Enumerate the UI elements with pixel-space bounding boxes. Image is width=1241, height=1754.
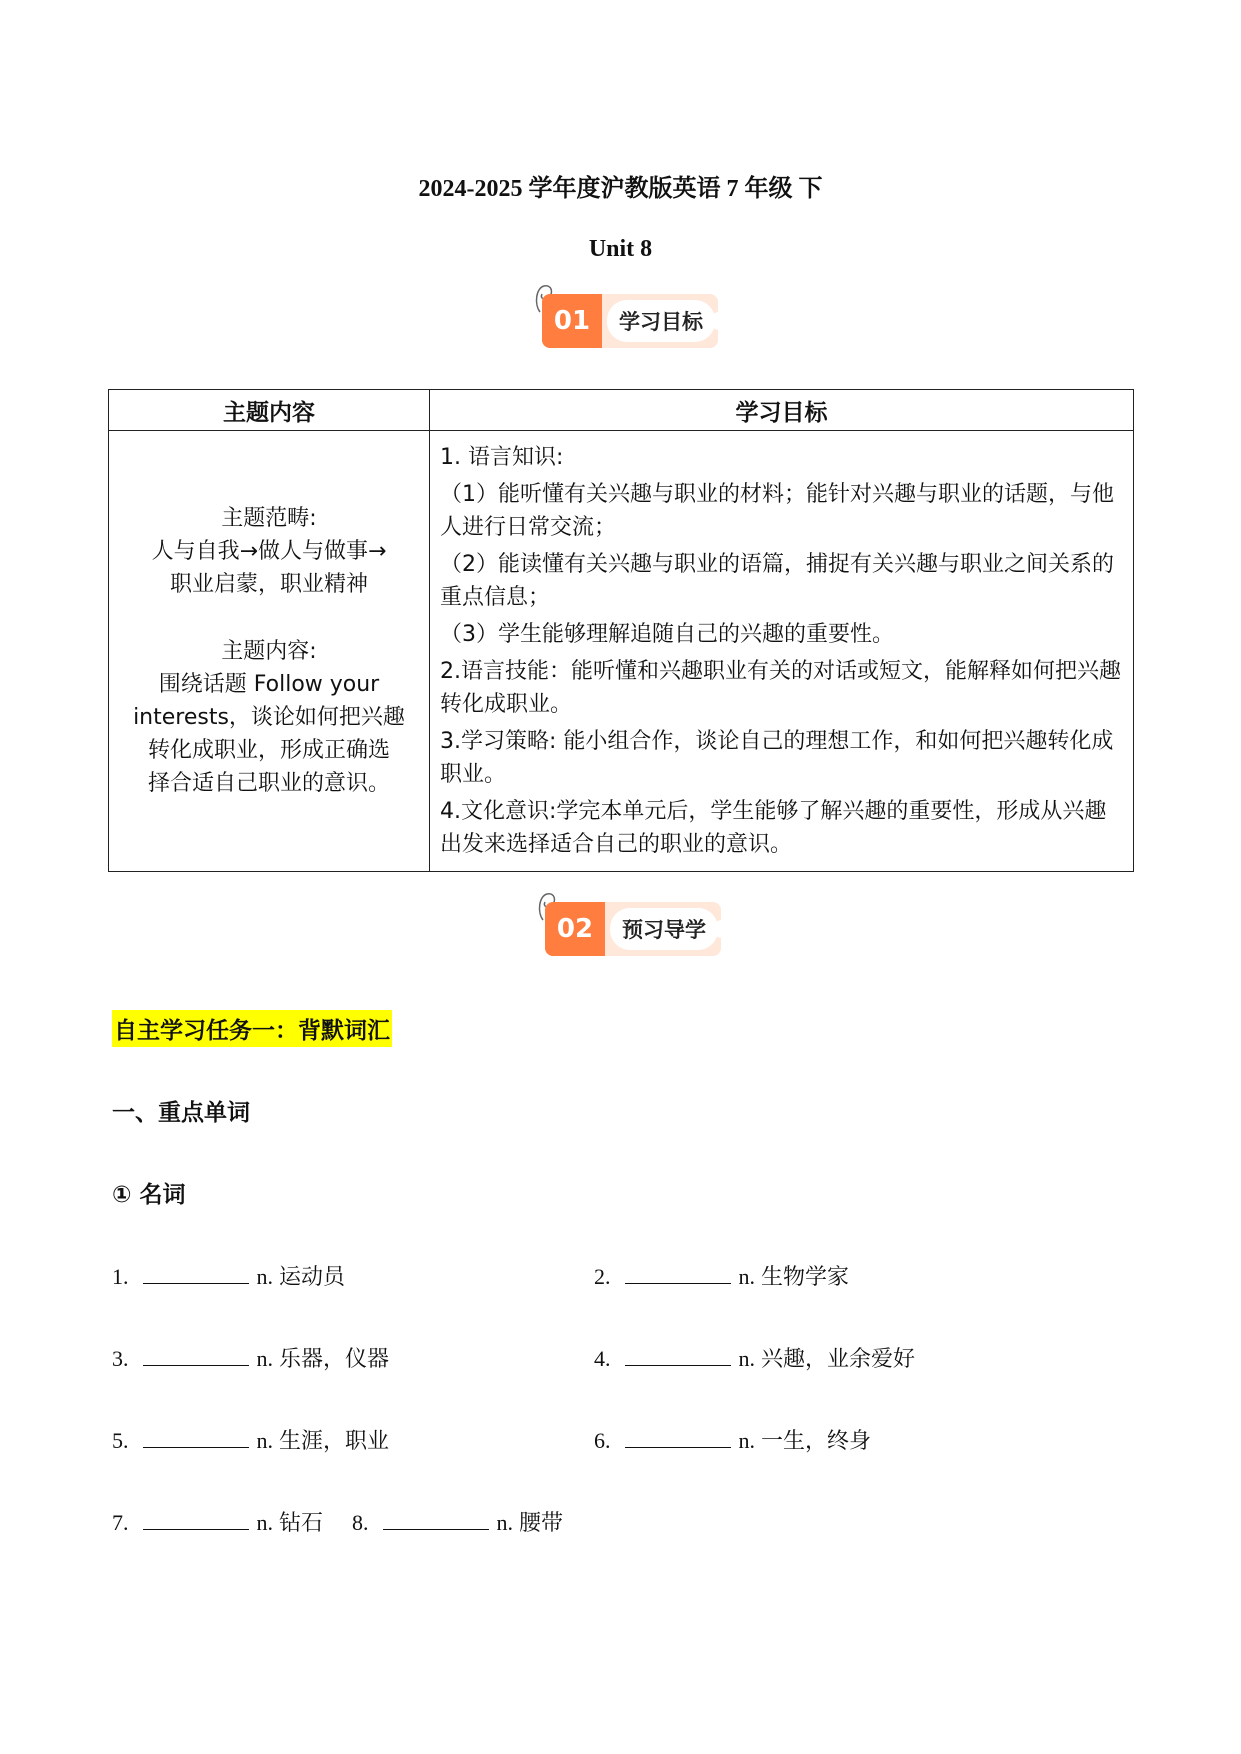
badge-label: 学习目标 <box>607 300 715 342</box>
goal-item: （2）能读懂有关兴趣与职业的语篇，捕捉有关兴趣与职业之间关系的重点信息； <box>440 552 1114 610</box>
part-of-speech: n. <box>256 1428 273 1453</box>
vocab-item <box>594 1260 849 1291</box>
item-number: 4. <box>594 1346 611 1371</box>
part-of-speech: n. <box>256 1346 273 1371</box>
answer-blank[interactable] <box>625 1427 731 1448</box>
chinese-meaning: 运动员 <box>279 1265 346 1290</box>
part-of-speech: n. <box>738 1428 755 1453</box>
badge-number: 02 <box>545 902 605 956</box>
chinese-meaning: 钻石 <box>279 1511 324 1536</box>
document-title: 2024-2025 学年度沪教版英语 7 年级 下 <box>418 176 823 202</box>
vocab-item <box>112 1506 323 1537</box>
item-number: 8. <box>352 1510 369 1535</box>
goal-item: （1）能听懂有关兴趣与职业的材料；能针对兴趣与职业的话题，与他人进行日常交流； <box>440 482 1114 540</box>
part-of-speech: n. <box>256 1510 273 1535</box>
header-topic-content: 主题内容 <box>109 390 430 431</box>
item-number: 2. <box>594 1264 611 1289</box>
badge-label: 预习导学 <box>610 908 718 950</box>
goal-item: 3.学习策略: 能小组合作，谈论自己的理想工作，和如何把兴趣转化成职业。 <box>440 729 1114 787</box>
section-heading: 一、重点单词 <box>112 1100 250 1126</box>
answer-blank[interactable] <box>143 1509 249 1530</box>
content-line: interests，谈论如何把兴趣 <box>133 705 405 730</box>
table-row <box>109 431 1134 872</box>
part-of-speech: n. <box>738 1346 755 1371</box>
table-header-row <box>109 390 1134 431</box>
answer-blank[interactable] <box>143 1345 249 1366</box>
part-of-speech: n. <box>738 1264 755 1289</box>
goal-item: 1. 语言知识: <box>440 445 564 470</box>
vocab-item <box>594 1342 915 1373</box>
item-number: 7. <box>112 1510 129 1535</box>
section-badge-preview <box>535 890 725 962</box>
task-title: 自主学习任务一：背默词汇 <box>112 1010 392 1047</box>
section-badge-goals <box>532 282 722 354</box>
goal-item: （3）学生能够理解追随自己的兴趣的重要性。 <box>440 622 894 647</box>
vocab-item <box>112 1260 345 1291</box>
topic-cell <box>109 431 430 872</box>
chinese-meaning: 生物学家 <box>761 1265 850 1290</box>
answer-blank[interactable] <box>625 1263 731 1284</box>
badge-notch <box>710 312 722 330</box>
learning-goals-table <box>108 389 1134 872</box>
scope-title: 主题范畴: <box>221 506 317 531</box>
unit-title: Unit 8 <box>588 236 653 262</box>
item-number: 1. <box>112 1264 129 1289</box>
item-number: 6. <box>594 1428 611 1453</box>
chinese-meaning: 兴趣，业余爱好 <box>761 1347 916 1372</box>
vocab-item <box>112 1424 389 1455</box>
answer-blank[interactable] <box>383 1509 489 1530</box>
answer-blank[interactable] <box>143 1427 249 1448</box>
goals-cell <box>430 431 1134 872</box>
goal-item: 4.文化意识:学完本单元后，学生能够了解兴趣的重要性，形成从兴趣出发来选择适合自己的职业的意识。 <box>440 799 1107 857</box>
vocab-item <box>352 1506 563 1537</box>
badge-number: 01 <box>542 294 602 348</box>
chinese-meaning: 一生，终身 <box>761 1429 872 1454</box>
item-number: 3. <box>112 1346 129 1371</box>
content-line: 择合适自己职业的意识。 <box>147 771 390 796</box>
chinese-meaning: 生涯，职业 <box>279 1429 390 1454</box>
scope-line: 职业启蒙，职业精神 <box>169 572 368 597</box>
header-learning-goals: 学习目标 <box>430 390 1134 431</box>
content-line: 转化成职业，形成正确选 <box>147 738 390 763</box>
content-title: 主题内容: <box>221 639 317 664</box>
item-number: 5. <box>112 1428 129 1453</box>
content-line: 围绕话题 Follow your <box>158 672 380 697</box>
vocab-item <box>594 1424 871 1455</box>
vocab-item <box>112 1342 389 1373</box>
scope-line: 人与自我→做人与做事→ <box>151 539 387 564</box>
answer-blank[interactable] <box>143 1263 249 1284</box>
part-of-speech: n. <box>496 1510 513 1535</box>
chinese-meaning: 乐器，仪器 <box>279 1347 390 1372</box>
badge-notch <box>713 920 725 938</box>
goal-item: 2.语言技能：能听懂和兴趣职业有关的对话或短文，能解释如何把兴趣转化成职业。 <box>440 659 1121 717</box>
part-of-speech: n. <box>256 1264 273 1289</box>
answer-blank[interactable] <box>625 1345 731 1366</box>
chinese-meaning: 腰带 <box>519 1511 564 1536</box>
subsection-heading: ① 名词 <box>112 1182 186 1208</box>
